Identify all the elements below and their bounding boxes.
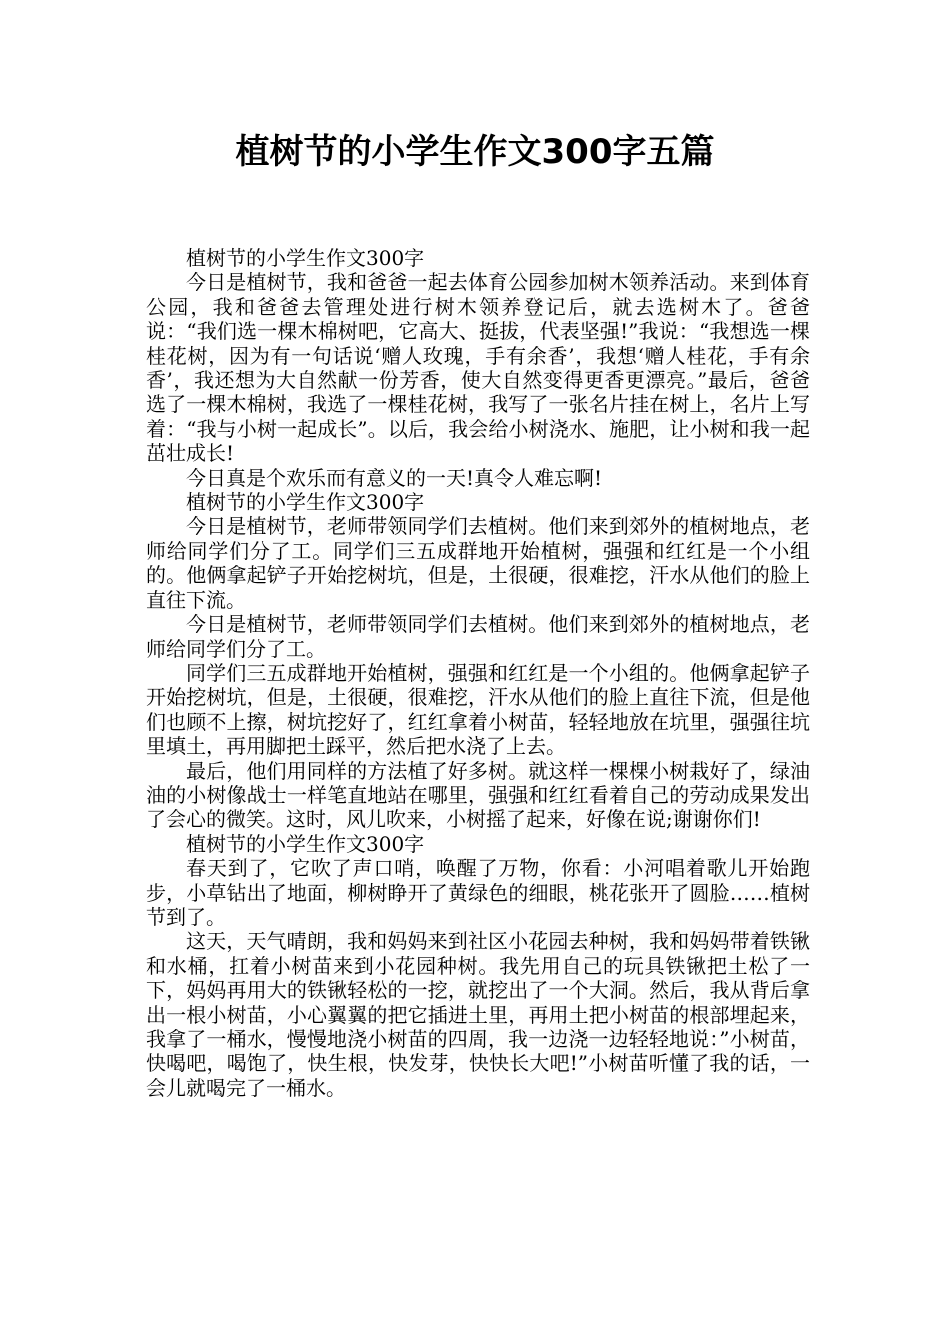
paragraph: 今日是植树节，老师带领同学们去植树。他们来到郊外的植树地点，老师给同学们分了工。同学们三五成群地开始植树，强强和红红是一个小组的。他俩拿起铲子开始挖树坑，但是，土很硬，很难挖，汗水从他们的脸上直往下流。	[146, 514, 810, 612]
paragraph: 同学们三五成群地开始植树，强强和红红是一个小组的。他俩拿起铲子开始挖树坑，但是，土很硬，很难挖，汗水从他们的脸上直往下流，但是他们也顾不上擦，树坑挖好了，红红拿着小树苗，轻轻地放在坑里，强强往坑里填土，再用脚把土踩平，然后把水浇了上去。	[146, 660, 810, 759]
section-heading-3: 植树节的小学生作文300字	[186, 831, 425, 856]
document-body	[146, 246, 810, 1100]
paragraph: 今日是植树节，我和爸爸一起去体育公园参加树木领养活动。来到体育公园，我和爸爸去管理处进行树木领养登记后，就去选树木了。爸爸说：“我们选一棵木棉树吧，它高大、挺拔，代表坚强!”我说：“我想选一棵桂花树，因为有一句话说‘赠人玫瑰，手有余香’，我想‘赠人桂花，手有余香’，我还想为大自然献一份芳香，使大自然变得更香更漂亮。”最后，爸爸选了一棵木棉树，我选了一棵桂花树，我写了一张名片挂在树上，名片上写着：“我与小树一起成长”。以后，我会给小树浇水、施肥，让小树和我一起茁壮成长!	[146, 270, 810, 466]
paragraph: 这天，天气晴朗，我和妈妈来到社区小花园去种树，我和妈妈带着铁锹和水桶，扛着小树苗来到小花园种树。我先用自己的玩具铁锹把土松了一下，妈妈再用大的铁锹轻松的一挖，就挖出了一个大洞。然后，我从背后拿出一根小树苗，小心翼翼的把它插进土里，再用土把小树苗的根部埋起来，我拿了一桶水，慢慢地浇小树苗的四周，我一边浇一边轻轻地说：”小树苗，快喝吧，喝饱了，快生根，快发芽，快快长大吧!”小树苗听懂了我的话，一会儿就喝完了一桶水。	[146, 929, 810, 1100]
paragraph: 今日真是个欢乐而有意义的一天!真令人难忘啊!	[186, 465, 603, 490]
document-title: 植树节的小学生作文300字五篇	[235, 132, 715, 172]
paragraph: 春天到了，它吹了声口哨，唤醒了万物，你看：小河唱着歌儿开始跑步，小草钻出了地面，柳树睁开了黄绿色的细眼，桃花张开了圆脸……植树节到了。	[146, 856, 810, 929]
section-heading-2: 植树节的小学生作文300字	[186, 490, 425, 515]
paragraph: 今日是植树节，老师带领同学们去植树。他们来到郊外的植树地点，老师给同学们分了工。	[146, 612, 810, 661]
section-heading-1: 植树节的小学生作文300字	[186, 246, 425, 270]
paragraph: 最后，他们用同样的方法植了好多树。就这样一棵棵小树栽好了，绿油油的小树像战士一样笔直地站在哪里，强强和红红看着自己的劳动成果发出了会心的微笑。这时，风儿吹来，小树摇了起来，好像在说;谢谢你们!	[146, 758, 810, 832]
